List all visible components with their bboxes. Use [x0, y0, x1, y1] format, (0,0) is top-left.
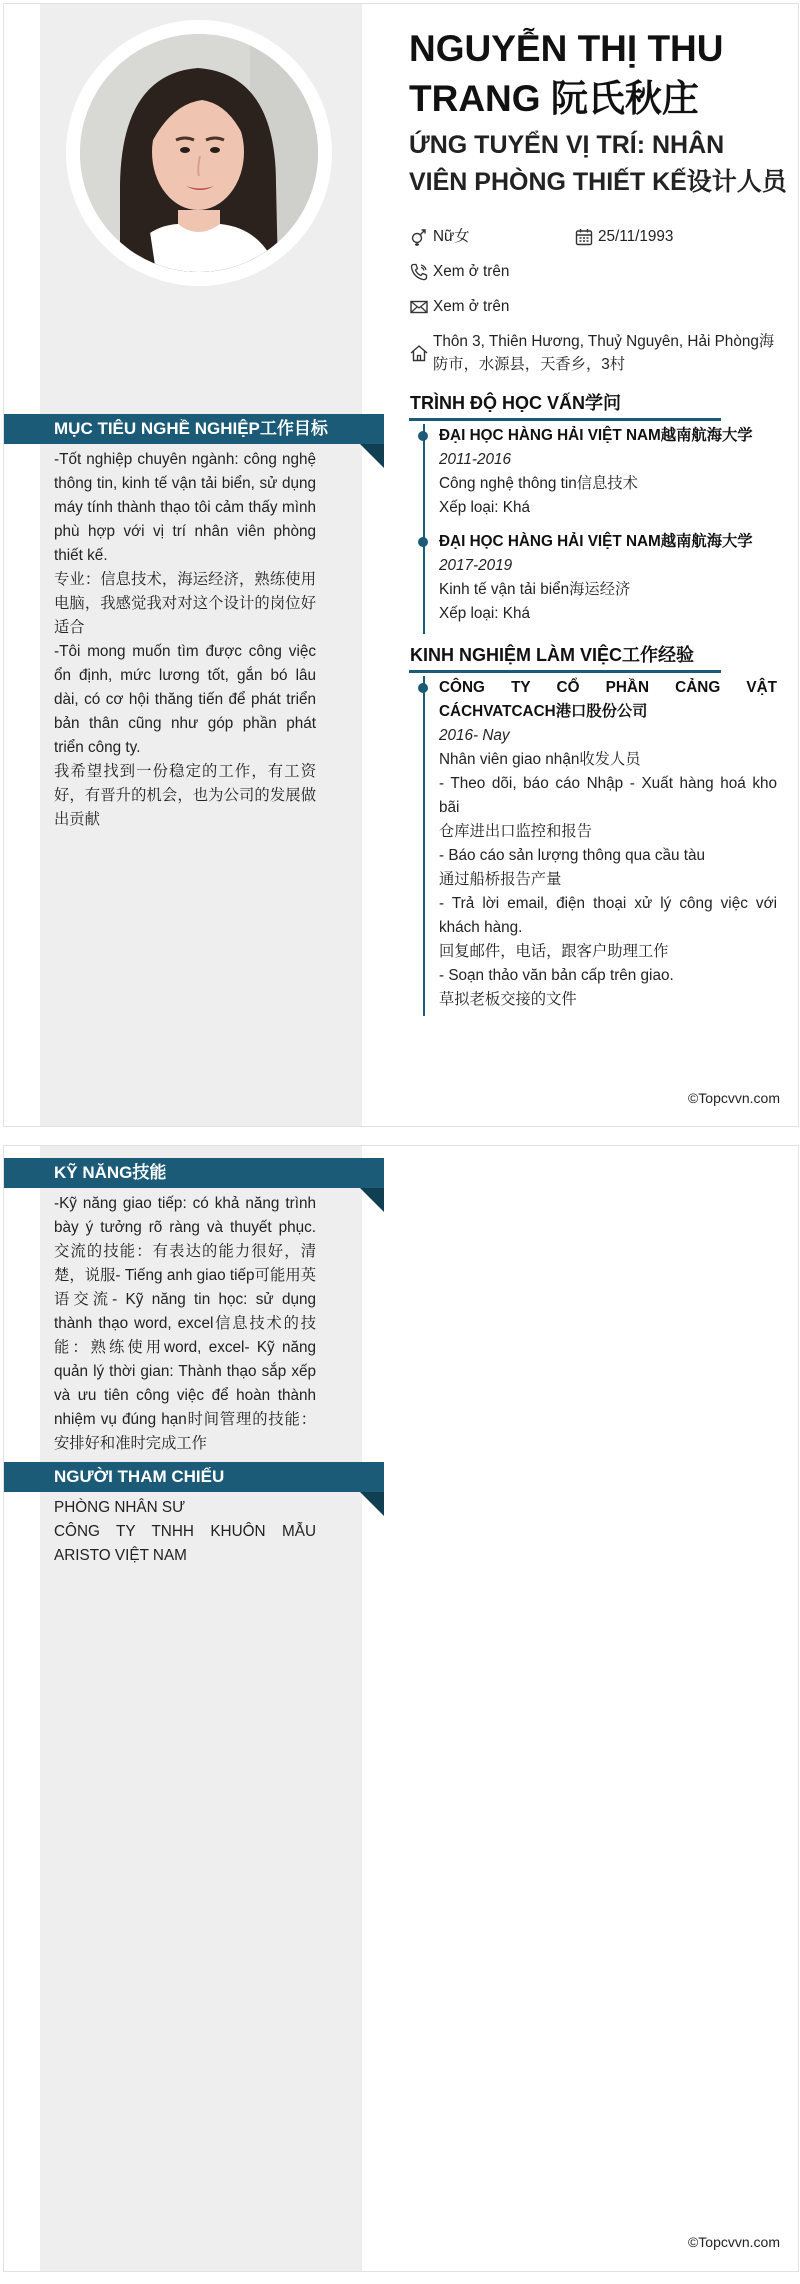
reference-line: CÔNG TY TNHH KHUÔN MẪU ARISTO VIỆT NAM	[54, 1523, 316, 1564]
cv-page-1	[3, 3, 799, 1127]
experience-timeline	[423, 676, 425, 1016]
skills-heading-fold	[360, 1188, 384, 1212]
work-line: 通过船桥报告产量	[439, 871, 562, 888]
objective-paragraph: 我希望找到一份稳定的工作，有工资好，有晋升的机会，也为公司的发展做出贡献	[54, 763, 316, 828]
company-name: CÔNG TY CỔ PHẦN CẢNG VẬT CÁCHVATCACH港口股份公司	[439, 679, 777, 720]
objective-paragraph: 专业：信息技术，海运经济，熟练使用电脑，我感觉我对对这个设计的岗位好适合	[54, 571, 316, 636]
study-rank: Xếp loại: Khá	[439, 605, 530, 622]
education-heading: TRÌNH ĐỘ HỌC VẤN学问	[410, 393, 621, 413]
email-info	[409, 295, 509, 318]
objective-heading-fold	[360, 444, 384, 468]
work-line: - Trả lời email, điện thoại xử lý công việc với khách hàng.	[439, 895, 777, 936]
education-underline	[409, 418, 721, 421]
job-title: ỨNG TUYỂN VỊ TRÍ: NHÂN VIÊN PHÒNG THIẾT KẾ设计人员	[409, 131, 787, 196]
phone-icon	[409, 262, 429, 282]
phone-value: Xem ở trên	[433, 263, 510, 280]
study-major: Công nghệ thông tin信息技术	[439, 475, 638, 492]
experience-heading: KINH NGHIỆM LÀM VIỆC工作经验	[410, 645, 695, 665]
cv-page-2	[3, 1145, 799, 2272]
school-name: ĐẠI HỌC HÀNG HẢI VIỆT NAM越南航海大学	[439, 427, 753, 444]
work-period: 2016- Nay	[439, 727, 510, 744]
candidate-name: NGUYỄN THỊ THU TRANG 阮氏秋庄	[409, 28, 724, 119]
avatar	[80, 34, 318, 272]
work-line: - Theo dõi, báo cáo Nhập - Xuất hàng hoá kho bãi	[439, 775, 777, 816]
education-entry	[439, 530, 777, 626]
address-value: Thôn 3, Thiên Hương, Thuỷ Nguyên, Hải Phòng海防市，水源县，天香乡，3村	[433, 333, 775, 373]
gender-info	[409, 225, 470, 248]
study-rank: Xếp loại: Khá	[439, 499, 530, 516]
timeline-dot	[418, 683, 428, 693]
skills-paragraph: -Kỹ năng giao tiếp: có khả năng trình bày ý tưởng rõ ràng và thuyết phục. 交流的技能：有表达的能力很好，清楚，说服- Tiếng anh giao tiếp可能用英语交流- Kỹ năng tin học: sử dụng thành thạo word, excel信息技术的技能：熟练使用word, excel- Kỹ năng quản lý thời gian: Thành thạo sắp xếp và ưu tiên công việc để hoàn thành nhiệm vụ đúng hạn时间管理的技能：安排好和准时完成工作	[54, 1195, 316, 1452]
work-line: 仓库进出口监控和报告	[439, 823, 592, 840]
timeline-dot	[418, 431, 428, 441]
education-timeline	[423, 424, 425, 634]
skills-text	[54, 1192, 316, 1456]
timeline-dot	[418, 537, 428, 547]
skills-heading: KỸ NĂNG技能	[4, 1158, 384, 1188]
references-heading-fold	[360, 1492, 384, 1516]
experience-underline	[409, 670, 721, 673]
study-years: 2011-2016	[439, 451, 512, 468]
school-name: ĐẠI HỌC HÀNG HẢI VIỆT NAM越南航海大学	[439, 533, 753, 550]
home-icon	[409, 343, 429, 363]
study-major: Kinh tế vận tải biển海运经济	[439, 581, 631, 598]
objective-text	[54, 448, 316, 832]
education-entry	[439, 424, 777, 520]
references-text	[54, 1496, 316, 1568]
references-heading: NGƯỜI THAM CHIẾU	[4, 1462, 384, 1492]
mail-icon	[409, 297, 429, 317]
objective-paragraph: -Tôi mong muốn tìm được công việc ổn định, mức lương tốt, gắn bó lâu dài, có cơ hội thăng tiến để phát triển bản thân cũng như góp phần phát triển công ty.	[54, 643, 316, 756]
reference-line: PHÒNG NHÂN SƯ	[54, 1499, 186, 1516]
footer-brand: ©Topcvvn.com	[687, 2234, 780, 2250]
phone-info	[409, 260, 509, 283]
work-line: - Báo cáo sản lượng thông qua cầu tàu	[439, 847, 706, 864]
footer-brand: ©Topcvvn.com	[687, 1090, 780, 1106]
work-line: 回复邮件，电话，跟客户助理工作	[439, 943, 669, 960]
work-line: 草拟老板交接的文件	[439, 991, 577, 1008]
avatar-photo-icon	[80, 34, 318, 272]
objective-paragraph: -Tốt nghiệp chuyên ngành: công nghệ thông tin, kinh tế vận tải biển, sử dụng máy tính thành thạo tôi cảm thấy mình phù hợp với vị trí nhân viên phòng thiết kế.	[54, 451, 316, 564]
calendar-icon	[574, 227, 594, 247]
gender-icon	[409, 227, 429, 247]
birthday-info	[574, 225, 673, 248]
gender-value: Nữ女	[433, 228, 470, 245]
birthday-value: 25/11/1993	[598, 228, 674, 245]
address-info	[409, 330, 781, 376]
study-years: 2017-2019	[439, 557, 513, 574]
objective-heading: MỤC TIÊU NGHỀ NGHIỆP工作目标	[4, 414, 384, 444]
email-value: Xem ở trên	[433, 298, 510, 315]
work-line: Nhân viên giao nhận收发人员	[439, 751, 641, 768]
work-line: - Soạn thảo văn bản cấp trên giao.	[439, 967, 674, 984]
experience-entry	[439, 676, 777, 1012]
